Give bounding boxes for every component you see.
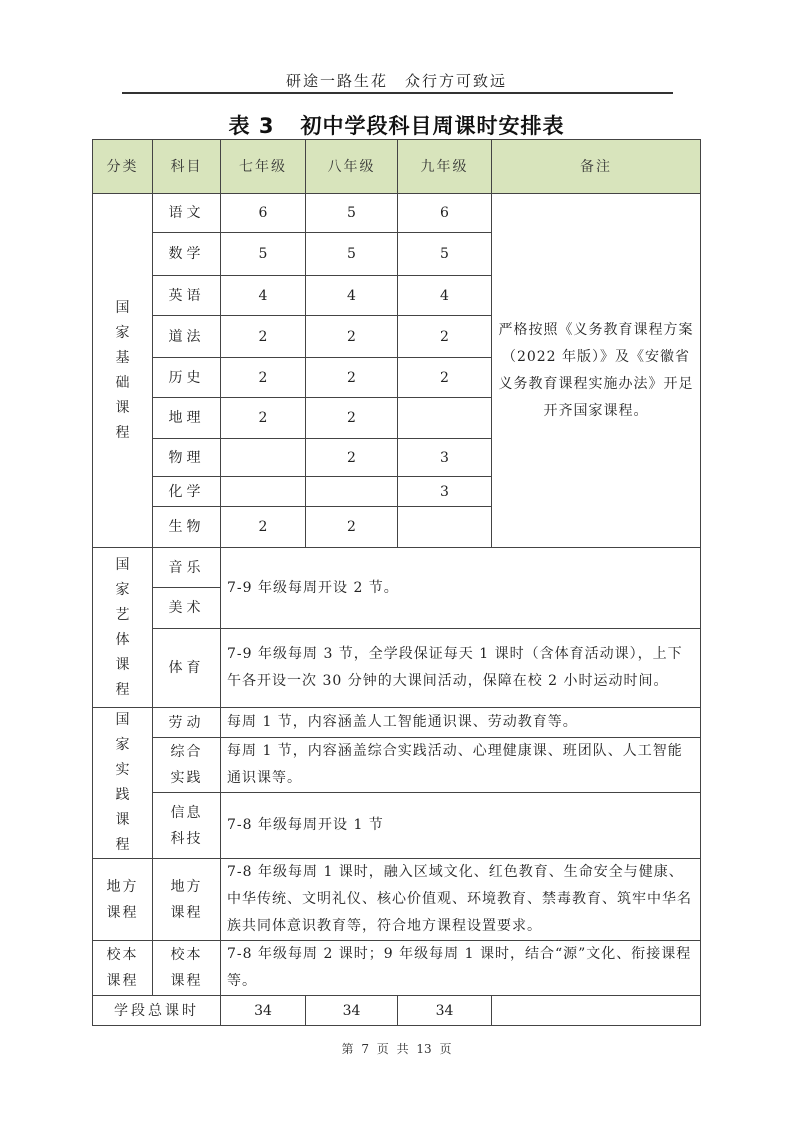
total-row xyxy=(93,996,701,1026)
grade7-cell: 6 xyxy=(221,194,306,233)
header-row xyxy=(93,140,701,194)
grade9-cell xyxy=(398,398,492,439)
category-label: 国家艺体课程 xyxy=(115,556,130,698)
category-cell xyxy=(93,859,153,941)
subject-cell: 英语 xyxy=(153,276,221,316)
subject-cell: 劳动 xyxy=(153,708,221,738)
schedule-table xyxy=(92,139,701,1026)
table-row xyxy=(93,859,701,941)
grade8-cell: 5 xyxy=(306,233,398,276)
subject-cell: 地理 xyxy=(153,398,221,439)
grade7-cell: 2 xyxy=(221,507,306,548)
description-cell: 7-8 年级每周 1 课时，融入区域文化、红色教育、生命安全与健康、中华传统、文明礼仪、核心价值观、环境教育、禁毒教育、筑牢中华名族共同体意识教育等，符合地方课程设置要求。 xyxy=(221,859,701,941)
table-row xyxy=(93,738,701,793)
description-cell: 7-8 年级每周开设 1 节 xyxy=(221,793,701,859)
grade8-cell: 2 xyxy=(306,398,398,439)
grade7-cell xyxy=(221,439,306,477)
grade8-cell: 4 xyxy=(306,276,398,316)
table-row xyxy=(93,793,701,859)
subject-label: 地方课程 xyxy=(170,878,203,921)
header-subject: 科目 xyxy=(153,140,221,194)
grade9-cell: 5 xyxy=(398,233,492,276)
grade8-cell: 5 xyxy=(306,194,398,233)
description-cell: 7-8 年级每周 2 课时；9 年级每周 1 课时，结合“源”文化、衔接课程等。 xyxy=(221,941,701,996)
subject-label: 信息科技 xyxy=(170,804,203,847)
table-number: 表 3 xyxy=(228,114,275,138)
table-row xyxy=(93,708,701,738)
grade7-cell: 2 xyxy=(221,358,306,398)
header-rule xyxy=(122,92,673,94)
category-label: 地方课程 xyxy=(106,878,139,921)
category-cell xyxy=(93,941,153,996)
note-cell: 严格按照《义务教育课程方案（2022 年版）》及《安徽省义务教育课程实施办法》开足开齐国家课程。 xyxy=(492,194,701,548)
subject-cell: 数学 xyxy=(153,233,221,276)
description-cell: 每周 1 节，内容涵盖人工智能通识课、劳动教育等。 xyxy=(221,708,701,738)
subject-cell: 美术 xyxy=(153,588,221,629)
running-head: 研途一路生花 众行方可致远 xyxy=(285,72,507,90)
header-grade8: 八年级 xyxy=(306,140,398,194)
total-label: 学段总课时 xyxy=(93,996,221,1026)
subject-cell xyxy=(153,738,221,793)
table-title xyxy=(0,110,793,140)
grade7-cell: 4 xyxy=(221,276,306,316)
subject-cell: 物理 xyxy=(153,439,221,477)
grade8-cell: 2 xyxy=(306,316,398,358)
total-grade9: 34 xyxy=(398,996,492,1026)
subject-cell: 体育 xyxy=(153,629,221,708)
subject-cell: 历史 xyxy=(153,358,221,398)
category-cell xyxy=(93,708,153,859)
subject-cell: 化学 xyxy=(153,477,221,507)
total-grade8: 34 xyxy=(306,996,398,1026)
subject-cell: 生物 xyxy=(153,507,221,548)
grade8-cell: 2 xyxy=(306,358,398,398)
subject-label: 综合实践 xyxy=(170,744,203,786)
grade7-cell: 2 xyxy=(221,316,306,358)
grade8-cell xyxy=(306,477,398,507)
grade9-cell: 6 xyxy=(398,194,492,233)
subject-cell xyxy=(153,941,221,996)
header-category: 分类 xyxy=(93,140,153,194)
description-cell: 每周 1 节，内容涵盖综合实践活动、心理健康课、班团队、人工智能通识课等。 xyxy=(221,738,701,793)
total-note xyxy=(492,996,701,1026)
grade9-cell: 4 xyxy=(398,276,492,316)
table-row xyxy=(93,629,701,708)
grade7-cell: 5 xyxy=(221,233,306,276)
subject-cell: 语文 xyxy=(153,194,221,233)
category-cell xyxy=(93,194,153,548)
subject-label: 校本课程 xyxy=(170,947,203,989)
table-row xyxy=(93,548,701,588)
grade9-cell: 3 xyxy=(398,439,492,477)
grade8-cell: 2 xyxy=(306,439,398,477)
grade7-cell: 2 xyxy=(221,398,306,439)
subject-cell: 道法 xyxy=(153,316,221,358)
total-grade7: 34 xyxy=(221,996,306,1026)
table-row xyxy=(93,941,701,996)
header-note: 备注 xyxy=(492,140,701,194)
grade7-cell xyxy=(221,477,306,507)
header-grade7: 七年级 xyxy=(221,140,306,194)
table-row xyxy=(93,194,701,233)
grade9-cell xyxy=(398,507,492,548)
category-label: 国家实践课程 xyxy=(115,712,130,853)
subject-cell: 音乐 xyxy=(153,548,221,588)
header-grade9: 九年级 xyxy=(398,140,492,194)
description-cell: 7-9 年级每周 3 节，全学段保证每天 1 课时（含体育活动课），上下午各开设一次 30 分钟的大课间活动，保障在校 2 小时运动时间。 xyxy=(221,629,701,708)
subject-cell xyxy=(153,793,221,859)
category-cell xyxy=(93,548,153,708)
grade9-cell: 2 xyxy=(398,358,492,398)
table-title-text: 初中学段科目周课时安排表 xyxy=(300,114,565,138)
subject-cell xyxy=(153,859,221,941)
page-footer: 第 7 页 共 13 页 xyxy=(341,1042,452,1056)
grade9-cell: 2 xyxy=(398,316,492,358)
description-cell: 7-9 年级每周开设 2 节。 xyxy=(221,548,701,629)
grade9-cell: 3 xyxy=(398,477,492,507)
grade8-cell: 2 xyxy=(306,507,398,548)
category-label: 校本课程 xyxy=(106,947,139,989)
category-label: 国家基础课程 xyxy=(115,299,130,441)
